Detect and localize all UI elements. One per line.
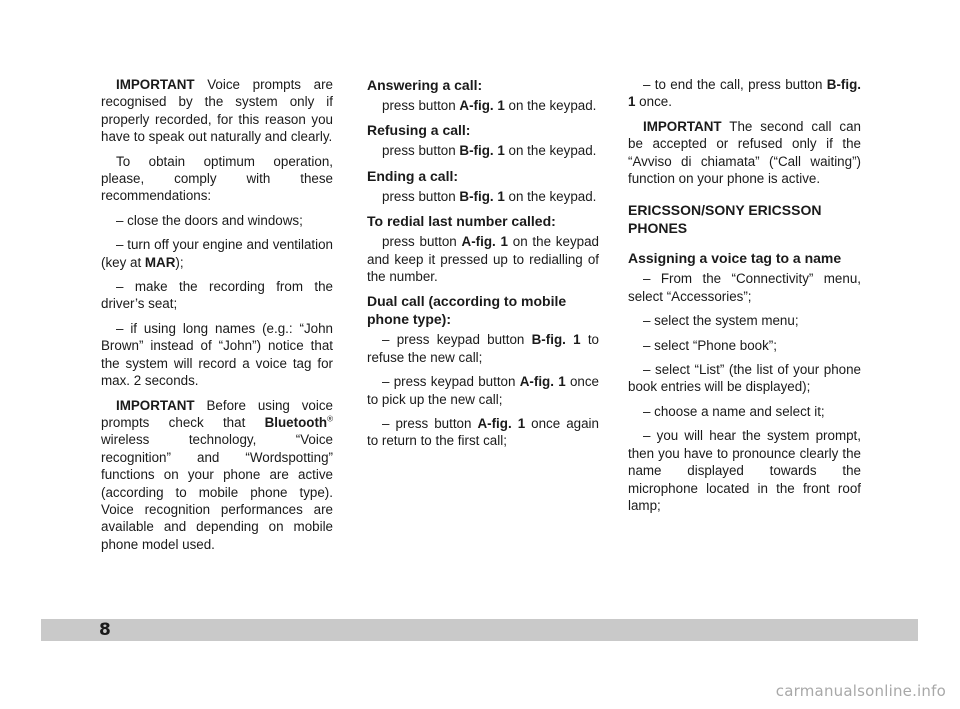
text-part: – press keypad button <box>382 374 520 390</box>
heading-ending-call: Ending a call: <box>367 167 459 184</box>
instruction-dual-return <box>367 415 599 450</box>
registered-mark: ® <box>327 414 333 424</box>
instruction-end-call <box>628 76 861 111</box>
recommendation-doors: – close the doors and windows; <box>116 212 303 228</box>
bluetooth-term: Bluetooth <box>264 414 328 430</box>
step-choose-name: – choose a name and select it; <box>643 403 825 419</box>
step-connectivity: – From the “Connectivity” menu, select “Accessories”; <box>628 271 861 304</box>
text-part: on the keypad and keep it pressed up to redialling of the number. <box>367 234 599 285</box>
button-ref: B-fig. 1 <box>531 332 581 348</box>
important-label: IMPORTANT <box>643 118 722 134</box>
paragraph-optimum-operation: To obtain optimum operation, please, comply with these recommendations: <box>101 153 333 204</box>
recommendation-driver-seat: – make the recording from the driver’s seat; <box>101 279 333 312</box>
button-ref: B-fig. 1 <box>459 143 505 159</box>
section-title-ericsson: ERICSSON/SONY ERICSSON PHONES <box>628 202 822 237</box>
important-note-call-waiting <box>628 118 861 188</box>
recommendation-engine <box>101 236 333 271</box>
footer-bar <box>41 619 918 641</box>
text-part: wireless technology, “Voice recognition” and “Wordspotting” functions on your phone are active (according to mobile phone type). Voice recognition performances are available and depending on mobile phone model used. <box>101 432 333 552</box>
text-part: press button <box>382 143 460 159</box>
column-left <box>101 76 333 560</box>
text-part: on the keypad. <box>504 188 597 204</box>
step-system-menu: – select the system menu; <box>643 313 799 329</box>
button-ref: B-fig. 1 <box>628 77 861 110</box>
text-part: – to end the call, press button <box>643 77 827 92</box>
text-part: on the keypad. <box>504 98 597 113</box>
note-text: Voice prompts are recognised by the system only if properly recorded, for this reason you have to speak out naturally and clearly. <box>101 77 333 145</box>
text-part: ); <box>175 254 184 270</box>
instruction-redial <box>367 233 599 285</box>
important-note-bluetooth <box>101 397 333 554</box>
button-ref: A-fig. 1 <box>519 374 566 390</box>
text-part: – press keypad button <box>382 332 532 348</box>
button-ref: A-fig. 1 <box>461 234 508 250</box>
page-number: 8 <box>99 620 111 640</box>
heading-redial: To redial last number called: <box>367 213 556 230</box>
text-part: once again to return to the first call; <box>367 416 599 449</box>
text-part: once. <box>635 94 672 110</box>
important-note-voice-prompts <box>101 76 333 146</box>
instruction-answering <box>367 97 599 114</box>
note-text: The second call can be accepted or refused only if the “Avviso di chiamata” (“Call waiting”) function on your phone is active. <box>628 118 861 187</box>
text-part: press button <box>382 188 460 204</box>
button-ref: A-fig. 1 <box>477 416 526 432</box>
recommendation-long-names: – if using long names (e.g.: “John Brown” instead of “John”) notice that the system will record a voice tag for max. 2 seconds. <box>101 320 333 389</box>
important-label: IMPORTANT <box>116 77 195 92</box>
column-middle <box>367 76 599 457</box>
instruction-dual-pickup <box>367 373 599 408</box>
subheading-voice-tag: Assigning a voice tag to a name <box>628 250 842 267</box>
column-right <box>628 76 861 521</box>
text-part: on the keypad. <box>504 143 597 159</box>
heading-dual-call: Dual call (according to mobile phone type): <box>367 293 567 328</box>
instruction-refusing <box>367 142 599 159</box>
text-part: once to pick up the new call; <box>367 374 599 407</box>
heading-answering-call: Answering a call: <box>367 77 483 93</box>
button-ref: B-fig. 1 <box>459 188 505 204</box>
important-label: IMPORTANT <box>116 397 195 413</box>
button-ref: A-fig. 1 <box>459 98 505 113</box>
step-phone-book: – select “Phone book”; <box>643 337 777 353</box>
text-part: to refuse the new call; <box>367 332 599 365</box>
watermark: carmanualsonline.info <box>775 682 946 700</box>
text-part: – press button <box>382 416 478 432</box>
key-mar: MAR <box>144 254 176 270</box>
text-part: – turn off your engine and ventilation (key at <box>101 237 333 270</box>
instruction-dual-refuse <box>367 331 599 366</box>
text-part: press button <box>382 234 462 250</box>
step-pronounce: – you will hear the system prompt, then you have to pronounce clearly the name displayed towards the microphone located in the front roof lamp; <box>628 428 861 513</box>
heading-refusing-call: Refusing a call: <box>367 122 471 139</box>
instruction-ending <box>367 188 599 205</box>
text-part: press button <box>382 98 460 113</box>
text-part: Before using voice prompts check that <box>101 397 333 430</box>
step-list: – select “List” (the list of your phone book entries will be displayed); <box>628 362 861 395</box>
